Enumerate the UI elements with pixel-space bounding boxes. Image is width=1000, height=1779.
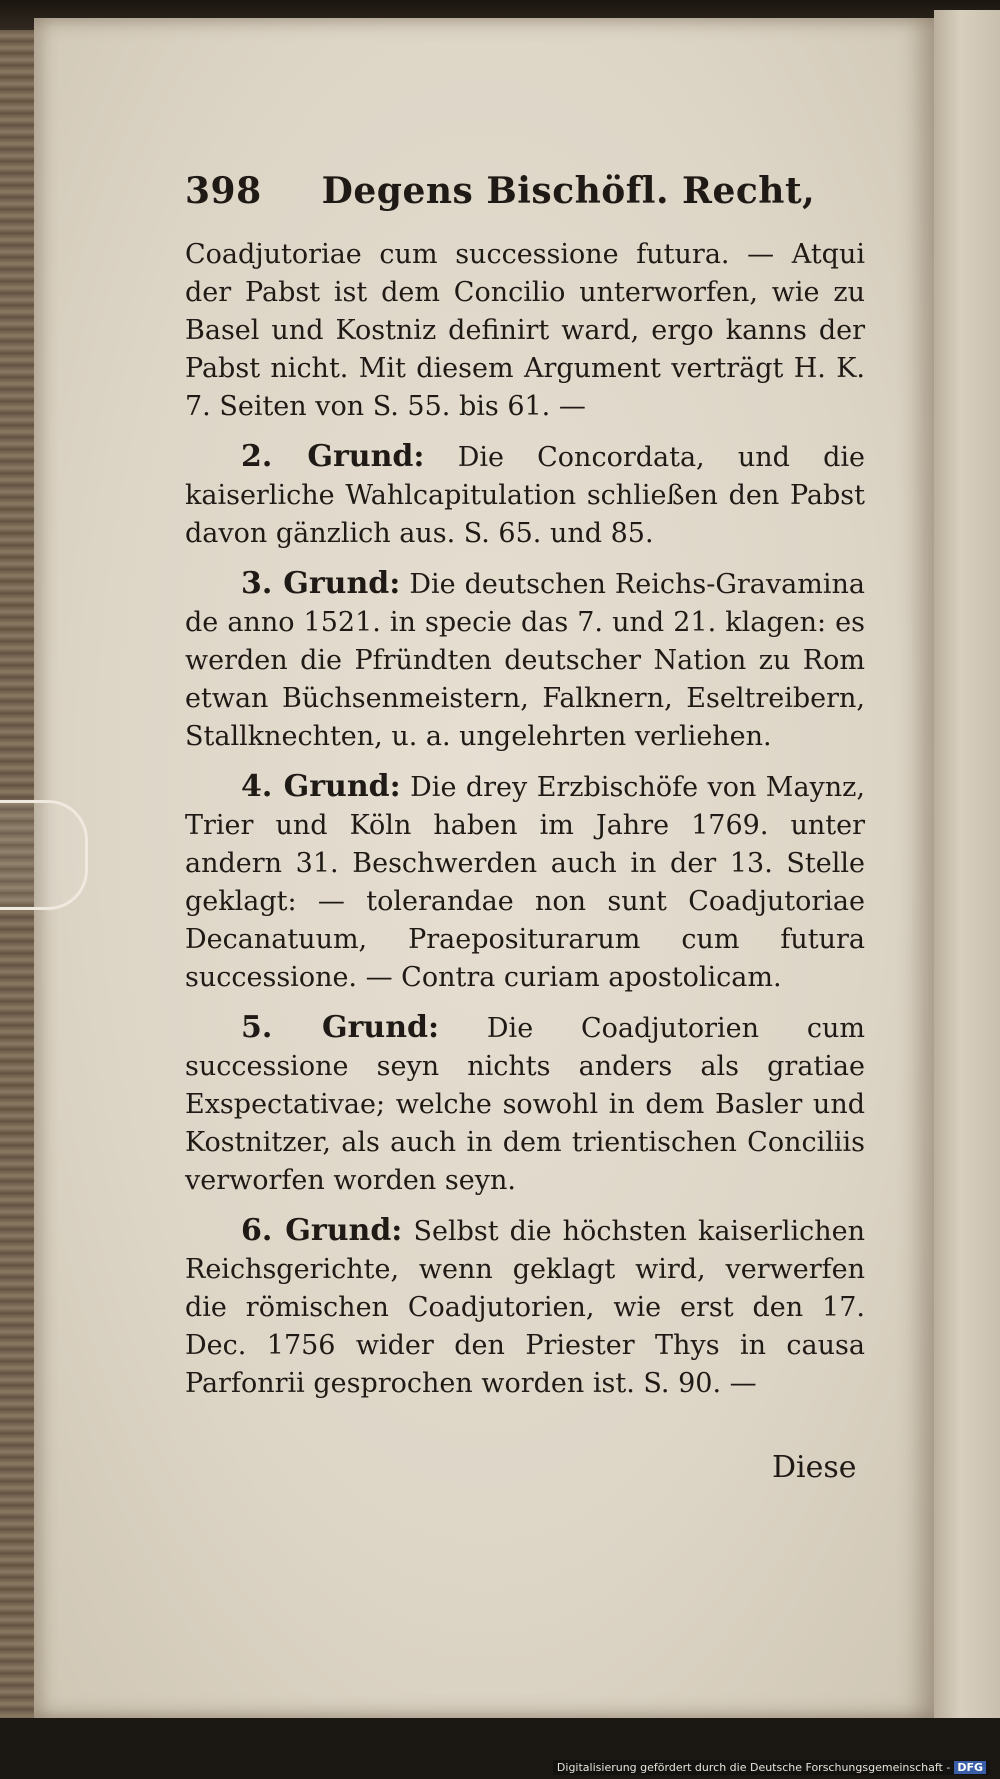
page-clip — [0, 800, 88, 910]
credit-text: Digitalisierung gefördert durch die Deutsche Forschungsgemeinschaft - — [556, 1761, 951, 1774]
paragraph-text: Selbst die höchsten kaiserlichen Reichsgerichte, wenn geklagt wird, verwerfen die römischen Coadjutorien, wie erst den 17. Dec. 1756 wider den Priester Thys in causa Parfonrii gesprochen worden ist. S. 90. — — [185, 1216, 865, 1399]
running-head — [185, 170, 865, 212]
grund-heading: 4. Grund: — [241, 769, 401, 804]
paragraph-text: Die deutschen Reichs-Gravamina de anno 1521. in specie das 7. und 21. klagen: es werden die Pfründten deutscher Nation zu Rom etwan Büchsenmeistern, Falknern, Eseltreibern, Stallknechten, u. a. ungelehrten verliehen. — [185, 569, 865, 752]
paragraph-grund-3 — [185, 565, 865, 756]
paragraph-text: Die drey Erzbischöfe von Maynz, Trier und Köln haben im Jahre 1769. unter andern 31. Beschwerden auch in der 13. Stelle geklagt: — tolerandae non sunt Coadjutoriae Decanatuum, Praepositurarum cum futura successione. — Contra curiam apostolicam. — [185, 772, 865, 993]
dfg-logo: DFG — [954, 1761, 986, 1774]
paragraph-text: Die Coadjutorien cum successione seyn nichts anders als gratiae Exspectativae; welche sowohl in dem Basler und Kostnitzer, als auch in dem trientischen Conciliis verworfen worden seyn. — [185, 1013, 865, 1196]
running-title: Degens Bischöfl. Recht, — [321, 170, 816, 212]
digitization-credit — [553, 1760, 990, 1775]
paragraph-grund-5 — [185, 1009, 865, 1200]
grund-heading: 2. Grund: — [241, 439, 425, 474]
paragraph-grund-6 — [185, 1212, 865, 1403]
paragraph-text: Die Concordata, und die kaiserliche Wahlcapitulation schließen den Pabst davon gänzlich aus. S. 65. und 85. — [185, 442, 865, 549]
paragraph-grund-4 — [185, 768, 865, 997]
paragraph-grund-2 — [185, 438, 865, 553]
catchword: Diese — [772, 1450, 857, 1485]
paragraph-continuation — [185, 236, 865, 426]
page-number: 398 — [185, 170, 262, 212]
grund-heading: 6. Grund: — [241, 1213, 403, 1248]
page-text — [185, 170, 865, 1415]
paragraph-text: Coadjutoriae cum successione futura. — Atqui der Pabst ist dem Concilio unterworfen, wie zu Basel und Kostniz definirt ward, ergo kanns der Pabst nicht. Mit diesem Argument verträgt H. K. 7. Seiten von S. 55. bis 61. — — [185, 239, 865, 422]
grund-heading: 3. Grund: — [241, 566, 401, 601]
next-page-edge — [934, 10, 1000, 1720]
grund-heading: 5. Grund: — [241, 1010, 440, 1045]
